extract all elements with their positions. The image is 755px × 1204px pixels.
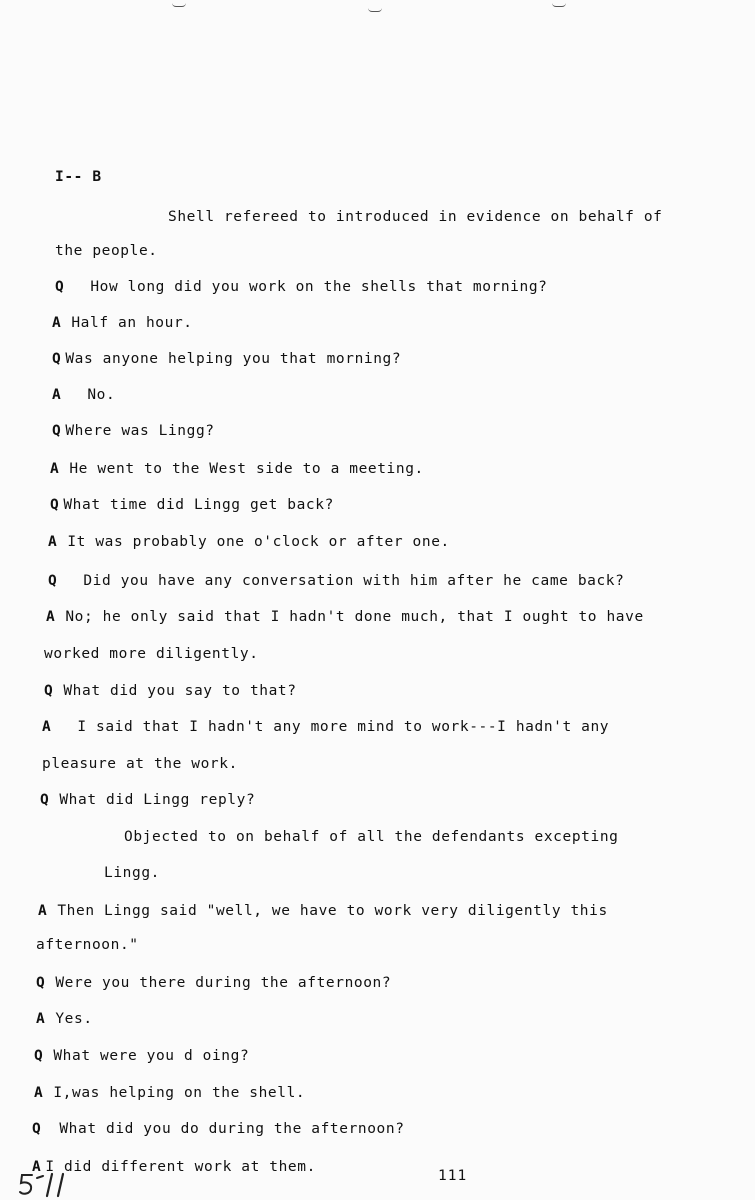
speaker-label: A bbox=[34, 1085, 44, 1101]
question-line: Q What did Lingg reply? bbox=[40, 792, 256, 808]
question-line: Q Did you have any conversation with him after he came back? bbox=[48, 573, 625, 589]
transcript-line: afternoon." bbox=[36, 937, 139, 953]
answer-line: A I said that I hadn't any more mind to work---I hadn't any bbox=[42, 719, 610, 735]
handwritten-note bbox=[18, 1172, 88, 1204]
speaker-label: A bbox=[48, 534, 58, 550]
speaker-label: A bbox=[32, 1159, 42, 1175]
answer-line: A No. bbox=[52, 387, 116, 403]
question-line: Q What time did Lingg get back? bbox=[50, 497, 334, 513]
speaker-label: Q bbox=[48, 573, 58, 589]
objection-line: Lingg. bbox=[104, 865, 160, 881]
speaker-label: Q bbox=[52, 351, 62, 367]
question-line: Q What were you d oing? bbox=[34, 1048, 250, 1064]
answer-line: A No; he only said that I hadn't done much, that I ought to have bbox=[46, 609, 644, 625]
speaker-label: A bbox=[38, 903, 48, 919]
punch-mark bbox=[368, 8, 382, 12]
speaker-label: Q bbox=[40, 792, 50, 808]
answer-line: A I did different work at them. bbox=[32, 1159, 316, 1175]
transcript-line: worked more diligently. bbox=[44, 646, 259, 662]
objection-line: Objected to on behalf of all the defendants excepting bbox=[124, 829, 619, 845]
speaker-label: A bbox=[42, 719, 52, 735]
speaker-label: A bbox=[52, 387, 62, 403]
speaker-label: Q bbox=[55, 279, 65, 295]
transcript-line: the people. bbox=[55, 243, 158, 259]
punch-mark bbox=[552, 3, 566, 7]
transcript-line: Shell refereed to introduced in evidence on behalf of bbox=[168, 209, 663, 225]
speaker-label: Q bbox=[36, 975, 46, 991]
question-line: Q How long did you work on the shells that morning? bbox=[55, 279, 548, 295]
speaker-label: A bbox=[46, 609, 56, 625]
answer-line: A Yes. bbox=[36, 1011, 93, 1027]
speaker-label: Q bbox=[32, 1121, 42, 1137]
speaker-label: Q bbox=[52, 423, 62, 439]
question-line: Q Where was Lingg? bbox=[52, 423, 215, 439]
question-line: Q What did you do during the afternoon? bbox=[32, 1121, 405, 1137]
speaker-label: A bbox=[52, 315, 62, 331]
question-line: Q What did you say to that? bbox=[44, 683, 297, 699]
punch-mark bbox=[172, 3, 186, 7]
question-line: Q Was anyone helping you that morning? bbox=[52, 351, 402, 367]
speaker-label: Q bbox=[34, 1048, 44, 1064]
page-number: 111 bbox=[438, 1168, 468, 1184]
answer-line: A Half an hour. bbox=[52, 315, 193, 331]
speaker-label: A bbox=[50, 461, 60, 477]
speaker-label: A bbox=[36, 1011, 46, 1027]
answer-line: A He went to the West side to a meeting. bbox=[50, 461, 424, 477]
answer-line: A I,was helping on the shell. bbox=[34, 1085, 306, 1101]
section-heading: I-- B bbox=[55, 169, 102, 185]
handwritten-note-drawing bbox=[18, 1172, 88, 1198]
speaker-label: Q bbox=[44, 683, 54, 699]
question-line: Q Were you there during the afternoon? bbox=[36, 975, 392, 991]
answer-line: A Then Lingg said "well, we have to work very diligently this bbox=[38, 903, 608, 919]
transcript-line: pleasure at the work. bbox=[42, 756, 238, 772]
speaker-label: Q bbox=[50, 497, 60, 513]
answer-line: A It was probably one o'clock or after one. bbox=[48, 534, 450, 550]
